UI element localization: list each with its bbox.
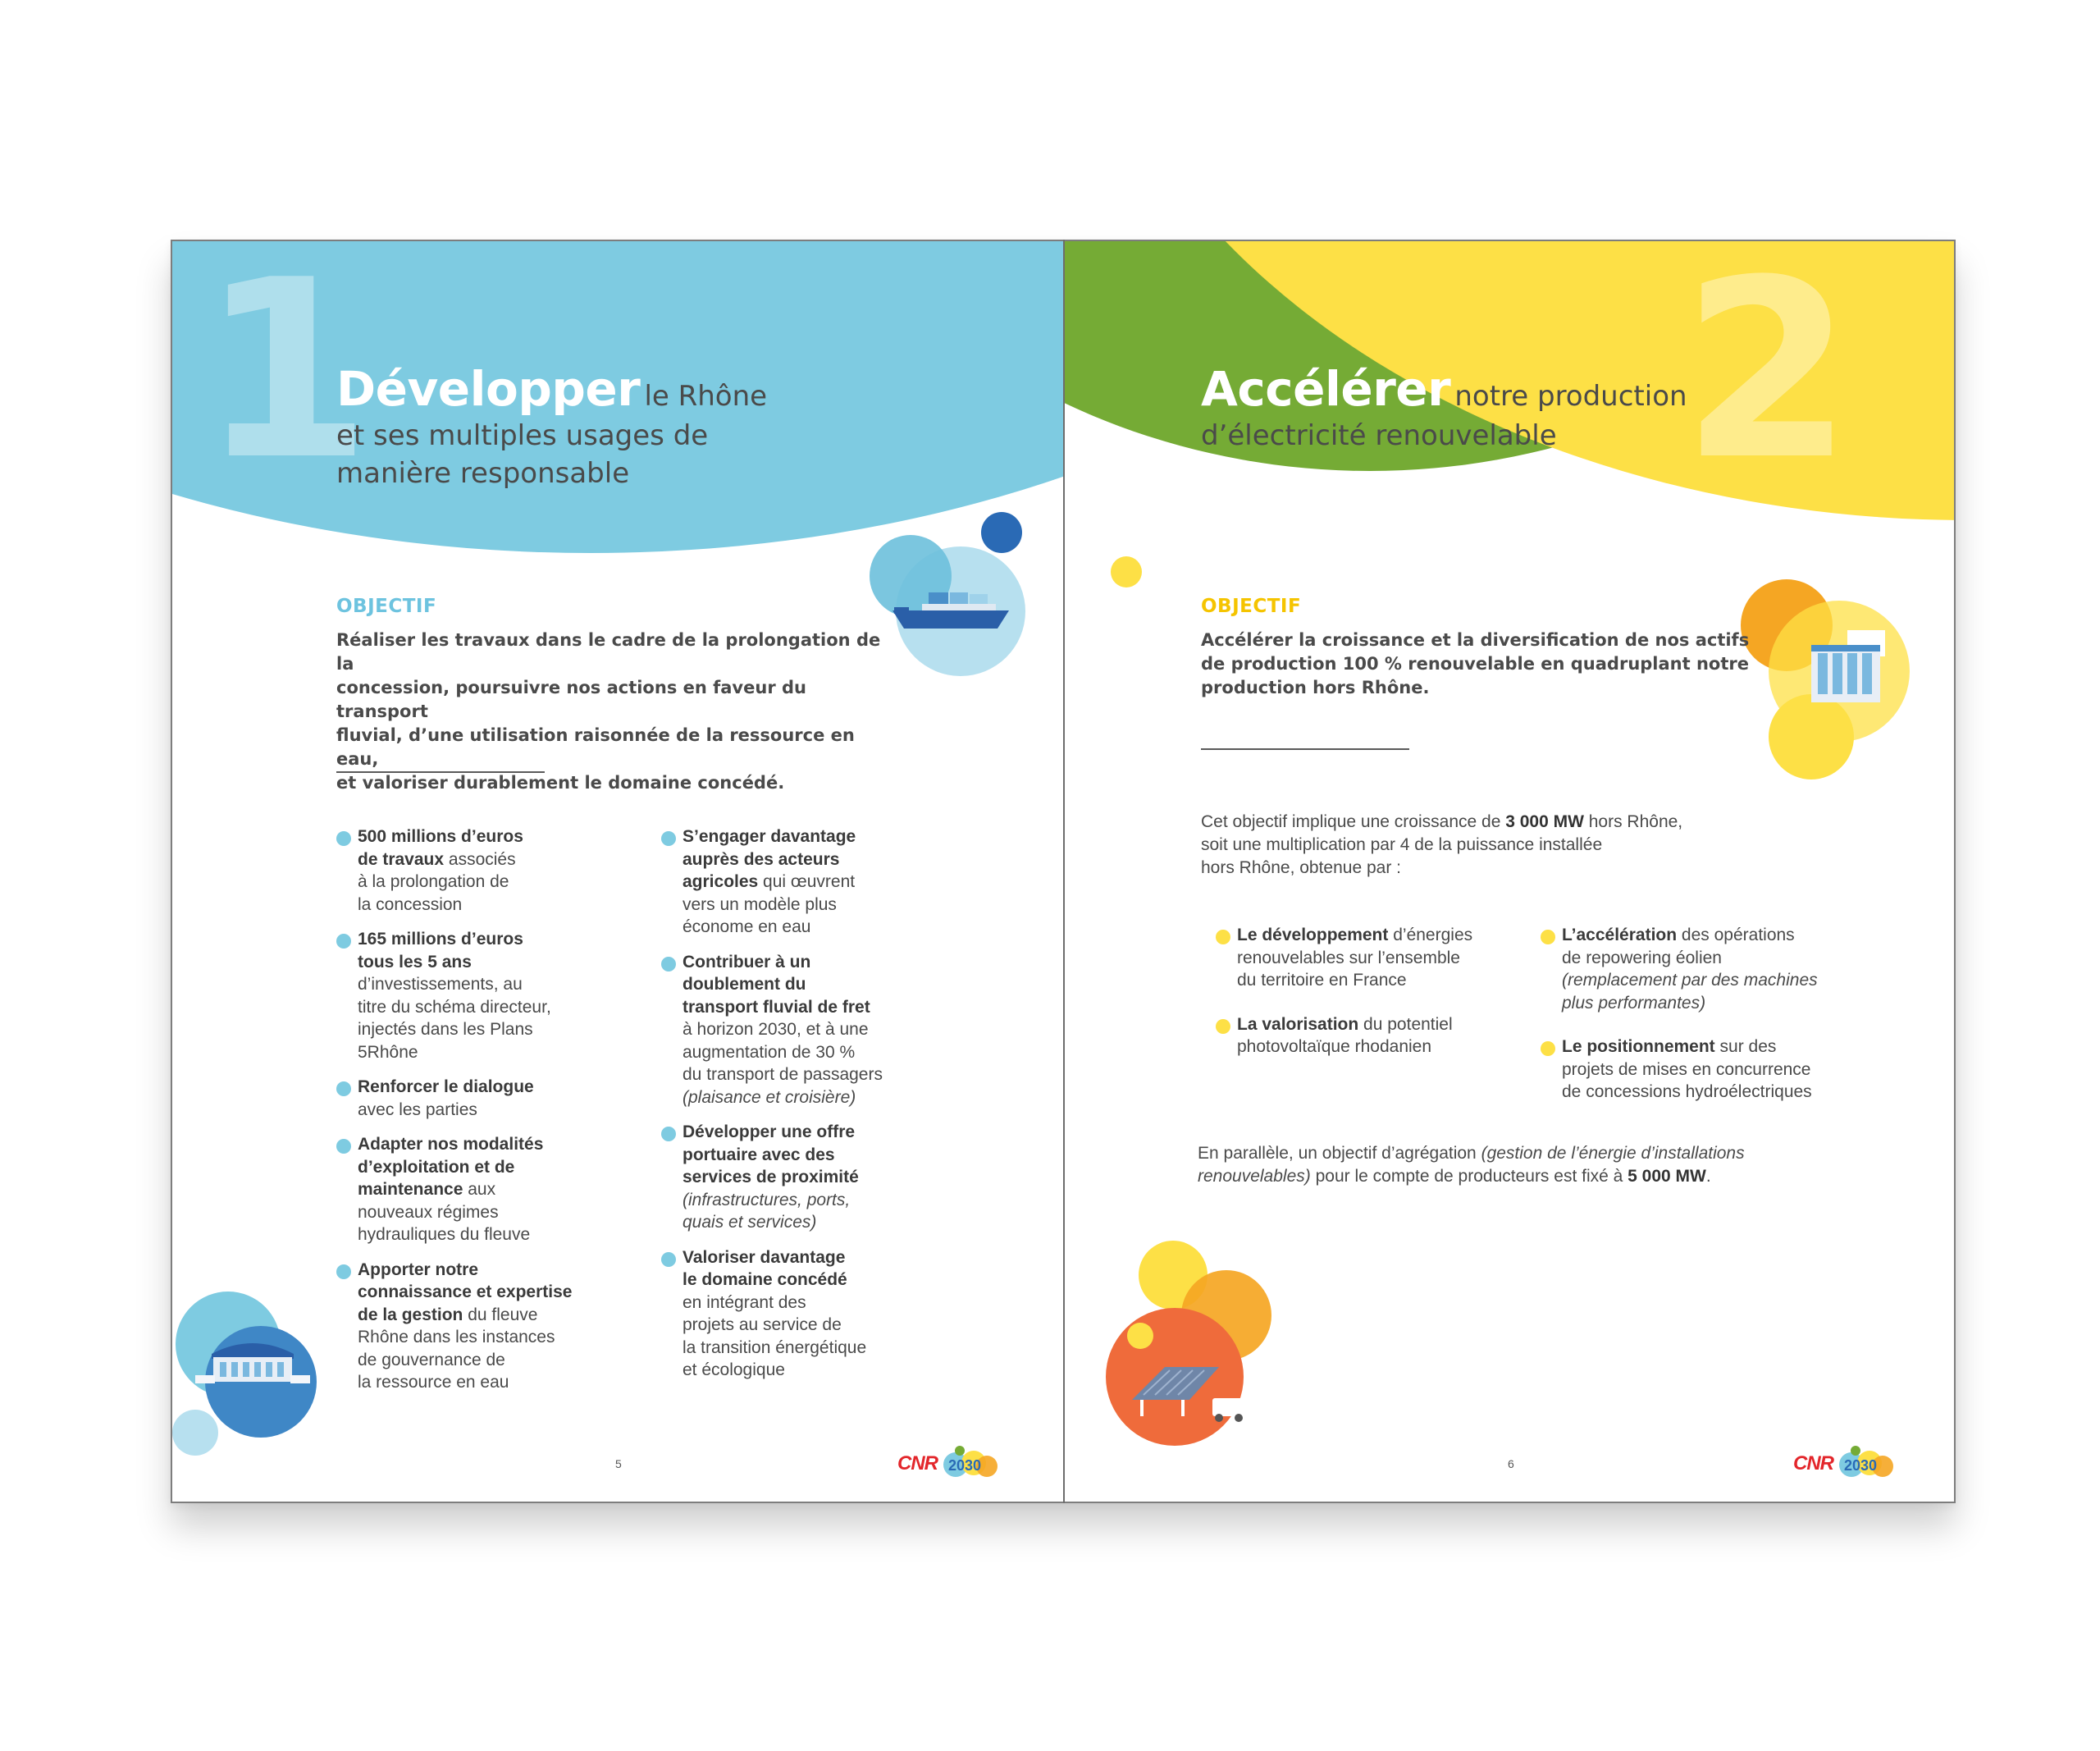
list-item: Valoriser davantage le domaine concédé en intégrant des projets au service de la transition énergétique et écologique xyxy=(661,1246,924,1382)
page-number: 6 xyxy=(1508,1457,1514,1470)
objective-label: OBJECTIF xyxy=(1201,596,1302,617)
cnr-2030-logo: CNR 2030 xyxy=(1793,1446,1900,1482)
yellow-dot-decoration xyxy=(1111,556,1142,587)
bullet-list-col1 xyxy=(336,825,615,1406)
list-item: 165 millions d’euros tous les 5 ans d’investissements, au titre du schéma directeur, injectés dans les Plans 5Rhône xyxy=(336,928,615,1063)
list-item: La valorisation du potentiel photovoltaïque rhodanien xyxy=(1216,1013,1511,1058)
section-divider xyxy=(1201,748,1409,750)
bullet-list-col2 xyxy=(661,825,924,1394)
cnr-2030-logo: CNR 2030 xyxy=(897,1446,1004,1482)
intro-paragraph: Cet objectif implique une croissance de 3 000 MW hors Rhône, soit une multiplication par 4 de la puissance installée hors Rhône, obtenue par : xyxy=(1201,812,1683,877)
page-number: 5 xyxy=(615,1457,622,1470)
list-item: Le positionnement sur des projets de mises en concurrence de concessions hydroélectriques xyxy=(1541,1036,1852,1104)
title-lead: Accélérer xyxy=(1201,361,1451,417)
objective-text: Réaliser les travaux dans le cadre de la prolongation de la concession, poursuivre nos actions en faveur du transport fluvial, d’une utilisation raisonnée de la ressource en eau, et valoriser durablement le domaine concédé. xyxy=(336,630,881,793)
list-item: Apporter notre connaissance et expertise de la gestion du fleuve Rhône dans les instances de gouvernance de la ressource en eau xyxy=(336,1259,615,1394)
dam-illustration xyxy=(172,1292,328,1472)
title-lead: Développer xyxy=(336,361,641,417)
title-rest: le Rhône xyxy=(644,380,768,413)
list-item: Renforcer le dialogue avec les parties xyxy=(336,1076,615,1121)
right-page xyxy=(1063,240,1956,1503)
title-rest: notre production xyxy=(1454,380,1687,413)
objective-text: Accélérer la croissance et la diversification de nos actifs de production 100 % renouvelable en quadruplant notre production hors Rhône. xyxy=(1201,630,1750,697)
ship-illustration xyxy=(870,512,1042,684)
left-page xyxy=(171,240,1065,1503)
list-item: 500 millions d’euros de travaux associés à la prolongation de la concession xyxy=(336,825,615,916)
list-item: L’accélération des opérations de repowering éolien (remplacement par des machines plus performantes) xyxy=(1541,924,1852,1014)
title-line-2: d’électricité renouvelable xyxy=(1201,419,1557,452)
page-title xyxy=(336,361,960,492)
list-item: Adapter nos modalités d’exploitation et de maintenance aux nouveaux régimes hydrauliques du fleuve xyxy=(336,1133,615,1246)
list-item: Le développement d’énergies renouvelables sur l’ensemble du territoire en France xyxy=(1216,924,1511,992)
list-item: S’engager davantage auprès des acteurs agricoles qui œuvrent vers un modèle plus économe en eau xyxy=(661,825,924,939)
bullet-list-col2 xyxy=(1541,924,1852,1116)
chapter-number-watermark: 2 xyxy=(1682,240,1853,514)
closing-paragraph: En parallèle, un objectif d’agrégation (gestion de l’énergie d’installations renouvelables) pour le compte de producteurs est fixé à 5 000 MW. xyxy=(1198,1144,1745,1186)
section-divider xyxy=(336,771,545,773)
title-line-2: et ses multiples usages de xyxy=(336,419,709,452)
list-item: Contribuer à un doublement du transport fluvial de fret à horizon 2030, et à une augmentation de 30 % du transport de passagers (plaisance et croisière) xyxy=(661,951,924,1109)
chapter-number-watermark: 1 xyxy=(200,240,372,514)
hydro-plant-illustration xyxy=(1741,579,1913,784)
list-item: Développer une offre portuaire avec des services de proximité (infrastructures, ports, quais et services) xyxy=(661,1121,924,1234)
spine xyxy=(1063,240,1065,1503)
title-line-3: manière responsable xyxy=(336,457,630,490)
brochure-spread xyxy=(171,240,1956,1503)
objective-label: OBJECTIF xyxy=(336,596,437,617)
solar-illustration xyxy=(1106,1241,1278,1446)
page-title xyxy=(1201,361,1775,455)
bullet-list-col1 xyxy=(1216,924,1511,1071)
